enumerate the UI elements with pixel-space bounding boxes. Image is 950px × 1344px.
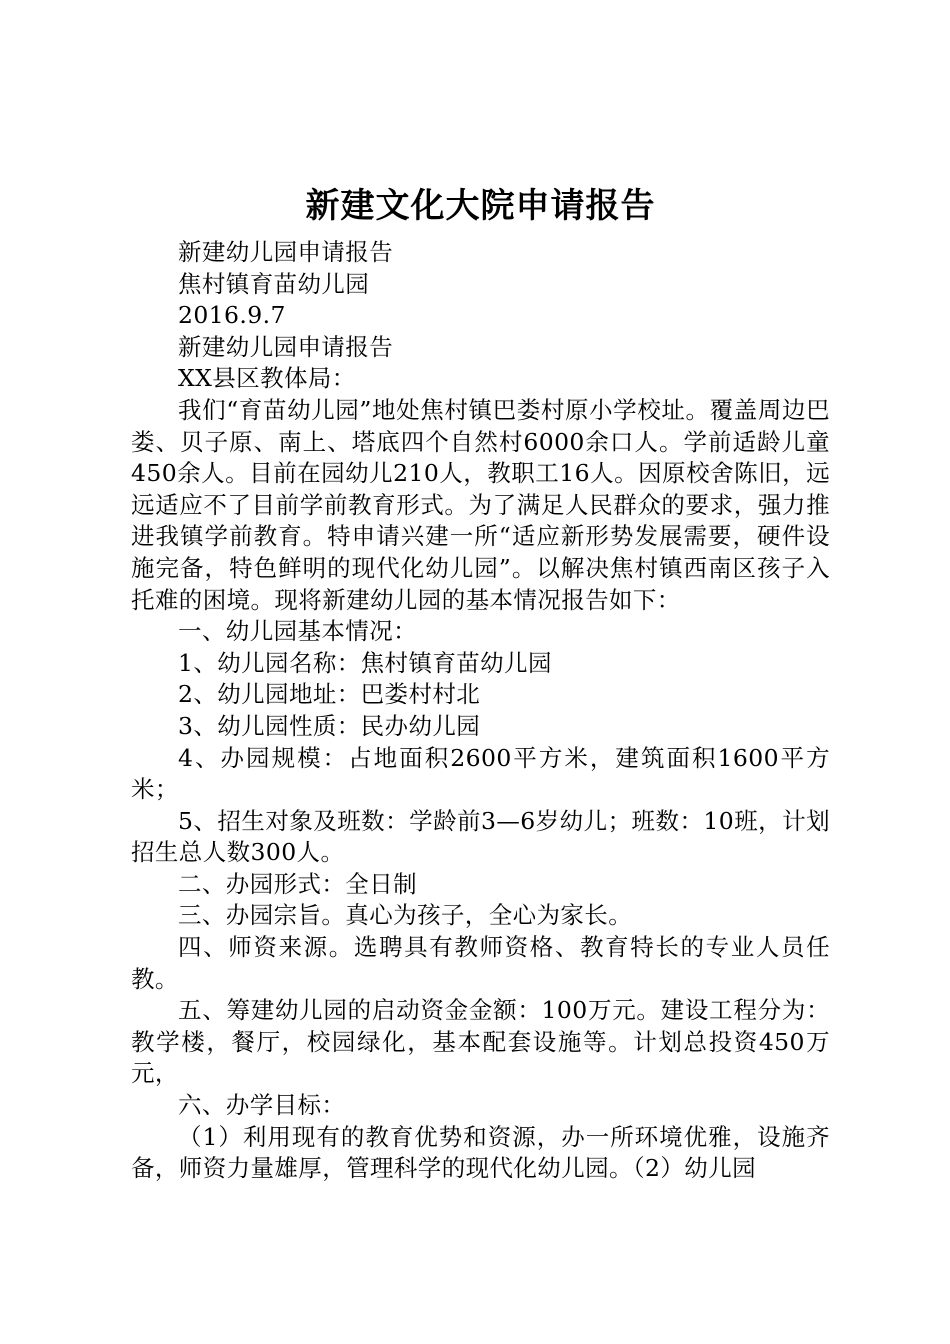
list-item: 2、幼儿园地址：巴娄村村北: [178, 680, 481, 709]
addressee-line: XX县区教体局：: [178, 364, 356, 393]
section-heading: 三、办园宗旨。真心为孩子，全心为家长。: [178, 901, 633, 930]
section-paragraph: （1）利用现有的教育优势和资源，办一所环境优雅，设施齐备，师资力量雄厚，管理科学的现代化幼儿园。（2）幼儿园: [131, 1122, 830, 1183]
organization-line: 焦村镇育苗幼儿园: [178, 269, 370, 298]
intro-paragraph: 我们“育苗幼儿园”地处焦村镇巴娄村原小学校址。覆盖周边巴娄、贝子原、南上、塔底四个自然村6000余口人。学前适龄儿童450余人。目前在园幼儿210人，教职工16人。因原校舍陈旧，远远适应不了目前学前教育形式。为了满足人民群众的要求，强力推进我镇学前教育。特申请兴建一所“适应新形势发展需要，硬件设施完备，特色鲜明的现代化幼儿园”。以解决焦村镇西南区孩子入托难的困境。现将新建幼儿园的基本情况报告如下：: [131, 395, 830, 614]
subtitle-line: 新建幼儿园申请报告: [178, 332, 394, 361]
heading-line: 新建幼儿园申请报告: [178, 238, 394, 266]
list-item: 4、办园规模：占地面积2600平方米，建筑面积1600平方米；: [131, 743, 830, 804]
section-heading: 六、办学目标：: [178, 1091, 346, 1120]
list-item: 5、招生对象及班数：学龄前3—6岁幼儿；班数：10班，计划招生总人数300人。: [131, 806, 830, 867]
section-paragraph: 五、筹建幼儿园的启动资金金额：100万元。建设工程分为：教学楼，餐厅，校园绿化，基本配套设施等。计划总投资450万元，: [131, 996, 830, 1088]
list-item: 3、幼儿园性质：民办幼儿园: [178, 711, 481, 740]
section-heading: 二、办园形式：全日制: [178, 869, 417, 898]
document-title: 新建文化大院申请报告: [305, 186, 656, 226]
date-line: 2016.9.7: [178, 301, 286, 330]
document-page: [131, 183, 830, 1185]
list-item: 1、幼儿园名称：焦村镇育苗幼儿园: [178, 648, 552, 677]
section-paragraph: 四、师资来源。选聘具有教师资格、教育特长的专业人员任教。: [131, 933, 830, 993]
section-heading: 一、幼儿园基本情况：: [178, 617, 417, 646]
